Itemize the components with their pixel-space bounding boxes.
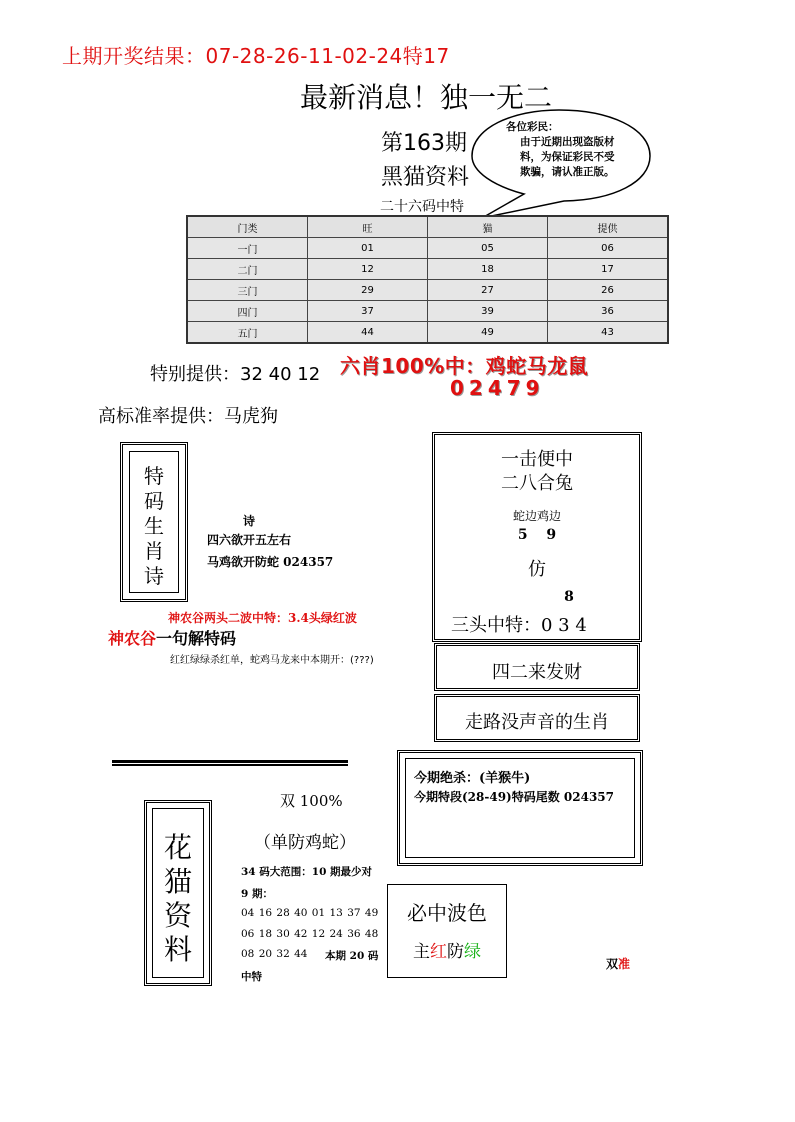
poem-title-box — [120, 442, 188, 602]
table-cell: 二门 — [187, 259, 308, 280]
table-cell: 12 — [308, 259, 428, 280]
six-zodiac-numbers: 02479 — [450, 376, 545, 400]
one-hit-subtitle: 二八合兔 — [501, 473, 573, 494]
table-cell: 五门 — [187, 322, 308, 344]
table-cell: 29 — [308, 280, 428, 301]
notice-greeting: 各位彩民： — [506, 121, 559, 133]
table-cell: 49 — [428, 322, 548, 344]
document-name: 黑猫资料 — [381, 165, 470, 190]
poem-title-char: 特 — [144, 464, 164, 488]
shennonggu-title-black: 一句解特码 — [156, 629, 237, 648]
twenty-codes-note-end: 中特 — [241, 971, 262, 983]
last-result-banner: 上期开奖结果：07-28-26-11-02-24特17 — [62, 44, 450, 68]
walk-box — [434, 694, 640, 742]
flower-cat-title-char: 资 — [163, 899, 192, 932]
flower-cat-title-box — [144, 800, 212, 986]
flower-cat-inner-frame — [152, 808, 204, 978]
one-hit-eight: 8 — [564, 589, 574, 605]
three-heads: 三头中特：0 3 4 — [451, 615, 587, 636]
poem-title-char: 肖 — [144, 539, 164, 563]
double-percent: 双 100% — [280, 792, 343, 810]
notice-body: 由于近期出现盗版材料，为保证彩民不受欺骗，请认准正版。 — [520, 136, 615, 178]
table-cell: 01 — [308, 238, 428, 259]
wave-defend-label: 防 — [447, 942, 464, 962]
poem-line: 马鸡欲开防蛇 024357 — [207, 555, 334, 569]
single-defense: （单防鸡蛇） — [254, 833, 356, 853]
one-hit-box — [432, 432, 642, 642]
number-row: 08 20 32 44 — [241, 948, 308, 960]
high-accuracy-offer: 高标准率提供：马虎狗 — [98, 406, 278, 427]
poem-title-char: 码 — [144, 489, 164, 513]
range-line: 9 期： — [241, 888, 273, 900]
table-cell: 17 — [548, 259, 669, 280]
shennonggu-riddle: 红红绿绿杀红单，蛇鸡马龙来中本期开：(???) — [170, 655, 374, 666]
wave-color-pick — [388, 937, 506, 962]
subtitle: 二十六码中特 — [380, 199, 464, 215]
shennonggu-title — [108, 626, 236, 649]
table-cell: 三门 — [187, 280, 308, 301]
one-hit-side: 蛇边鸡边 — [512, 509, 561, 523]
number-table — [186, 215, 669, 344]
table-header: 提供 — [548, 216, 669, 238]
wealth-box — [434, 643, 640, 691]
kill-line: 今期绝杀：(羊猴牛) — [414, 771, 531, 786]
poem-title-char: 诗 — [144, 564, 164, 588]
kill-box — [397, 750, 643, 866]
table-header: 旺 — [308, 216, 428, 238]
headline: 最新消息！独一无二 — [300, 81, 553, 114]
notice-text — [506, 120, 624, 180]
table-cell: 44 — [308, 322, 428, 344]
six-zodiac-headline: 六肖100%中：鸡蛇马龙鼠 — [340, 354, 589, 378]
table-cell: 四门 — [187, 301, 308, 322]
table-cell: 43 — [548, 322, 669, 344]
shennonggu-wave-tip: 神农谷两头二波中特：3.4头绿红波 — [168, 611, 357, 625]
one-hit-fang: 仿 — [528, 559, 546, 580]
wave-color-title: 必中波色 — [407, 901, 487, 925]
table-cell: 37 — [308, 301, 428, 322]
poem-label: 诗 — [243, 514, 256, 528]
table-header: 门类 — [187, 216, 308, 238]
wave-green: 绿 — [464, 942, 481, 962]
range-line: 34 码大范围：10 期最少对 — [241, 866, 373, 878]
flower-cat-title-char: 料 — [163, 933, 192, 966]
table-header: 猫 — [428, 216, 548, 238]
table-cell: 36 — [548, 301, 669, 322]
table-cell: 一门 — [187, 238, 308, 259]
divider — [112, 760, 348, 766]
flower-cat-title-char: 猫 — [163, 865, 192, 898]
table-row — [187, 301, 668, 322]
walk-text: 走路没声音的生肖 — [465, 712, 609, 733]
twenty-codes-note: 本期 20 码 — [325, 950, 379, 962]
wave-color-box — [387, 884, 507, 978]
wave-main-label: 主 — [413, 942, 430, 962]
notice-bubble — [474, 106, 654, 206]
wave-red: 红 — [430, 942, 447, 962]
number-row: 06 18 30 42 12 24 36 48 — [241, 928, 379, 940]
double-accurate — [606, 955, 630, 972]
table-cell: 27 — [428, 280, 548, 301]
flower-cat-title-char: 花 — [163, 831, 192, 864]
table-cell: 26 — [548, 280, 669, 301]
table-row — [187, 259, 668, 280]
issue-number: 第163期 — [381, 131, 467, 156]
flower-cat-title-vertical — [153, 831, 203, 967]
shennonggu-title-red: 神农谷 — [108, 629, 157, 648]
kill-line: 今期特段(28-49)特码尾数 024357 — [414, 790, 615, 804]
table-row — [187, 238, 668, 259]
poem-title-char: 生 — [144, 514, 164, 538]
one-hit-numbers: 5 9 — [517, 527, 557, 543]
table-row — [187, 280, 668, 301]
table-cell: 18 — [428, 259, 548, 280]
double-accurate-b: 准 — [618, 957, 631, 971]
table-cell: 39 — [428, 301, 548, 322]
poem-title-inner-frame — [129, 451, 179, 593]
table-header-row — [187, 216, 668, 238]
table-cell: 06 — [548, 238, 669, 259]
wealth-text: 四二来发财 — [492, 662, 582, 683]
one-hit-title: 一击便中 — [501, 449, 573, 470]
special-offer: 特别提供：32 40 12 — [150, 364, 321, 385]
poem-title-vertical — [130, 464, 178, 589]
table-row — [187, 322, 668, 344]
double-accurate-a: 双 — [606, 957, 619, 971]
poem-line: 四六欲开五左右 — [207, 533, 292, 547]
number-row: 04 16 28 40 01 13 37 49 — [241, 907, 379, 919]
table-cell: 05 — [428, 238, 548, 259]
